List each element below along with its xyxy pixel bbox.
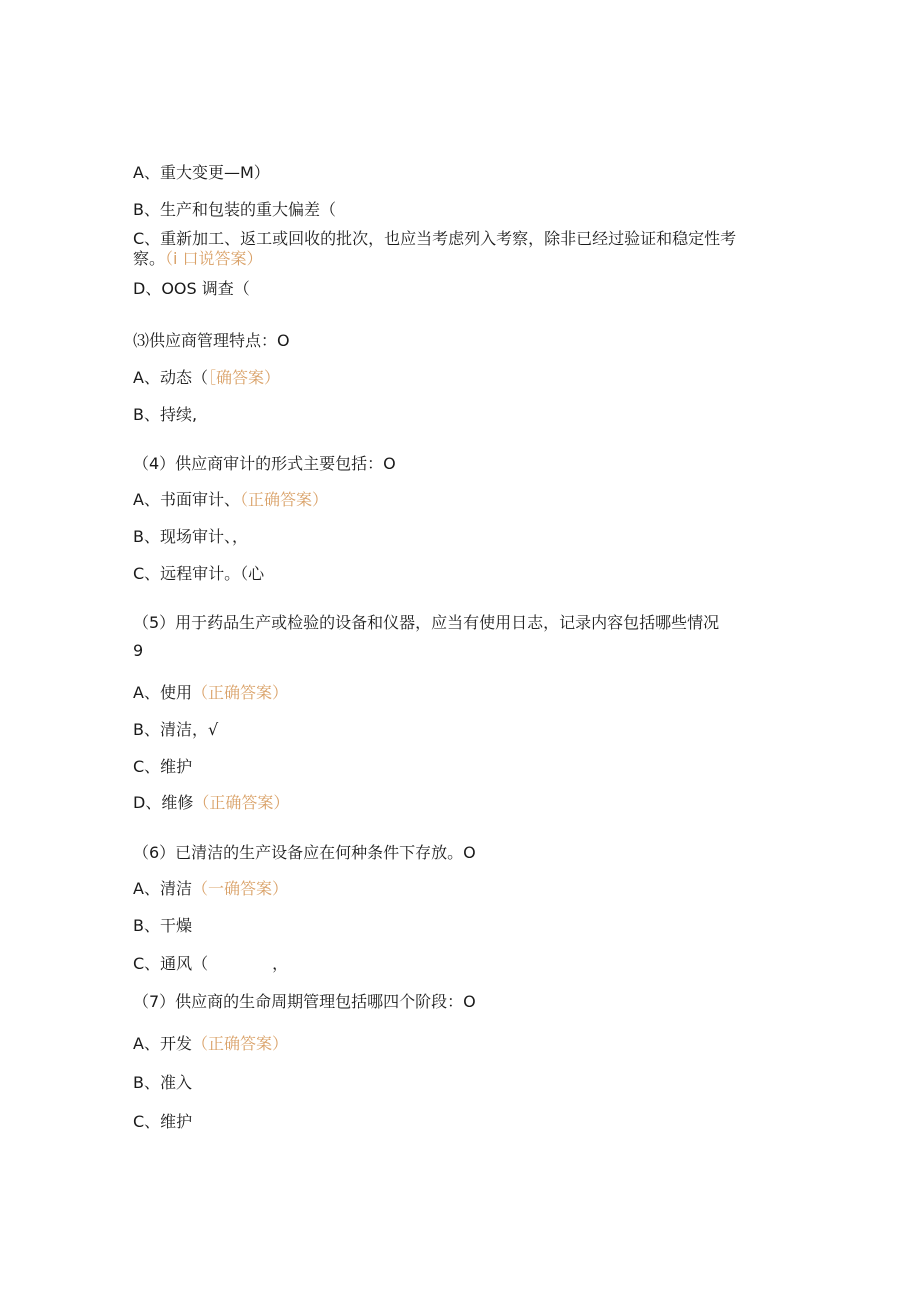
option-text: A、书面审计、 [133,490,240,509]
option-line [133,564,264,584]
answer-mark: ［确答案） [207,368,280,387]
option-line [133,163,270,183]
option-text: D、维修 [133,793,194,812]
question-text: ⑶供应商管理特点：O [133,331,290,350]
option-text: C、重新加工、返工或回收的批次，也应当考虑列入考察，除非已经过验证和稳定性考 [133,229,737,248]
option-line [133,1112,192,1132]
answer-mark: （一确答案） [191,879,288,898]
question-title [133,454,396,474]
question-title [133,992,476,1012]
option-text: A、开发 [133,1034,192,1053]
option-text: B、现场审计、， [133,527,248,546]
option-line [133,490,328,510]
option-text: D、OOS 调查（ [133,279,250,298]
option-text: A、重大变更—M） [133,163,270,182]
question-text: （7）供应商的生命周期管理包括哪四个阶段：O [133,992,476,1011]
question-text: 9 [133,641,144,660]
option-text: B、清洁，√ [133,720,219,739]
answer-mark: （正确答案） [191,1034,288,1053]
question-text: （6）已清洁的生产设备应在何种条件下存放。O [133,843,476,862]
option-line [133,249,263,269]
option-text: B、持续, [133,405,198,424]
option-line [133,527,248,547]
question-title [133,331,290,351]
answer-mark: （正确答案） [191,683,288,702]
question-text: （4）供应商审计的形式主要包括：O [133,454,396,473]
option-text: B、干燥 [133,916,192,935]
option-line [133,879,288,899]
option-text: A、清洁 [133,879,192,898]
option-line [133,793,289,813]
option-line [133,1073,192,1093]
option-line [133,683,288,703]
question-title [133,843,476,863]
option-line [133,757,192,777]
answer-mark: （i 口说答案） [165,249,263,268]
option-text: B、准入 [133,1073,192,1092]
answer-mark: （正确答案） [193,793,290,812]
option-line [133,954,288,974]
question-title-continued [133,641,143,661]
option-text: A、动态（ [133,368,208,387]
option-text: B、生产和包装的重大偏差（ [133,200,336,219]
option-line [133,720,218,740]
question-text: （5）用于药品生产或检验的设备和仪器，应当有使用日志，记录内容包括哪些情况 [133,613,720,632]
answer-mark: （正确答案） [239,490,328,509]
option-text: C、通风（ ， [133,954,289,973]
option-text: C、远程审计。（心 [133,564,265,583]
option-line [133,916,192,936]
option-text: A、使用 [133,683,192,702]
option-line [133,405,197,425]
option-line [133,279,250,299]
question-title [133,613,719,633]
option-line [133,368,280,388]
option-line [133,1034,288,1054]
option-line [133,229,736,249]
option-line [133,200,336,220]
option-text: C、维护 [133,757,193,776]
option-text: C、维护 [133,1112,193,1131]
option-text: 察。 [133,249,166,268]
